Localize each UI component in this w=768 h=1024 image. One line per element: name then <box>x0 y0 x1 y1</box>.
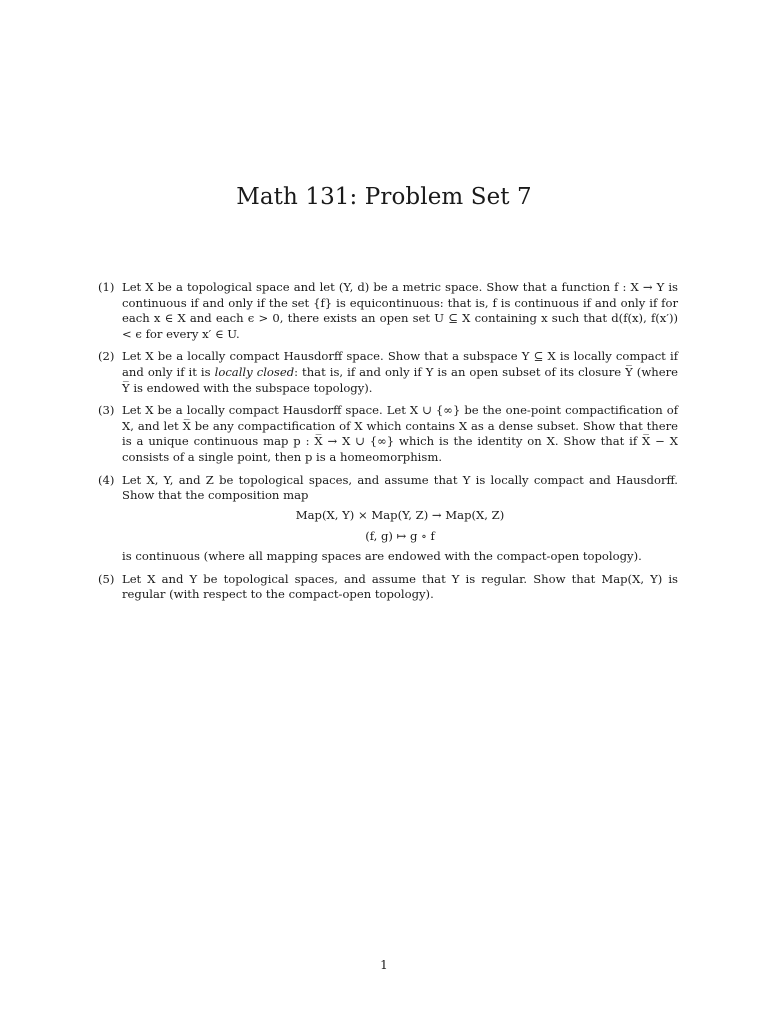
display-equation: Map(X, Y) × Map(Y, Z) → Map(X, Z) <box>295 507 505 522</box>
problem-list <box>98 280 678 610</box>
problem-text: Let X be a locally compact Hausdorff space. Show that a subspace Y ⊆ X is locally compact if and only if it is <box>122 349 678 379</box>
page-title: Math 131: Problem Set 7 <box>236 184 532 210</box>
problem-text: Let X, Y, and Z be topological spaces, and assume that Y is locally compact and Hausdorff. Show that the composition map <box>122 472 678 503</box>
problem-number: (2) <box>98 349 115 364</box>
problem-text: Let X and Y be topological spaces, and assume that Y is regular. Show that Map(X, Y) is regular (with respect to the compact-open topology). <box>122 571 678 602</box>
problem-number: (4) <box>98 472 115 487</box>
problem-number: (3) <box>98 403 115 418</box>
problem-item <box>98 349 678 396</box>
problem-item <box>98 572 678 603</box>
display-equation: (f, g) ↦ g ∘ f <box>365 529 435 544</box>
problem-number: (1) <box>98 280 115 294</box>
problem-text-continued: is continuous (where all mapping spaces are endowed with the compact-open topology). <box>122 548 642 563</box>
problem-text-continued: : that is, if and only if Y is an open subset of its closure Y̅ (where Y̅ is endowed with the subspace topology). <box>122 364 678 395</box>
emphasized-term: locally closed <box>214 364 295 379</box>
problem-item <box>98 280 678 342</box>
problem-item <box>98 473 678 565</box>
problem-text: Let X be a topological space and let (Y, d) be a metric space. Show that a function f : X → Y is continuous if and only if the set {f} is equicontinuous: that is, f is continuous if and only if for each x ∈ X and each ϵ > 0, there exists an open set U ⊆ X containing x such that d(f(x), f(x′)) < ϵ for every x′ ∈ U. <box>122 280 678 341</box>
problem-number: (5) <box>98 571 115 586</box>
page-number: 1 <box>380 958 388 972</box>
problem-item <box>98 403 678 465</box>
problem-text: Let X be a locally compact Hausdorff space. Let X ∪ {∞} be the one-point compactification of X, and let X̅ be any compactification of X which contains X as a dense subset. Show that there is a unique continuous map p : X̅ → X ∪ {∞} which is the identity on X. Show that if X̅ − X consists of a single point, then p is a homeomorphism. <box>122 403 678 464</box>
